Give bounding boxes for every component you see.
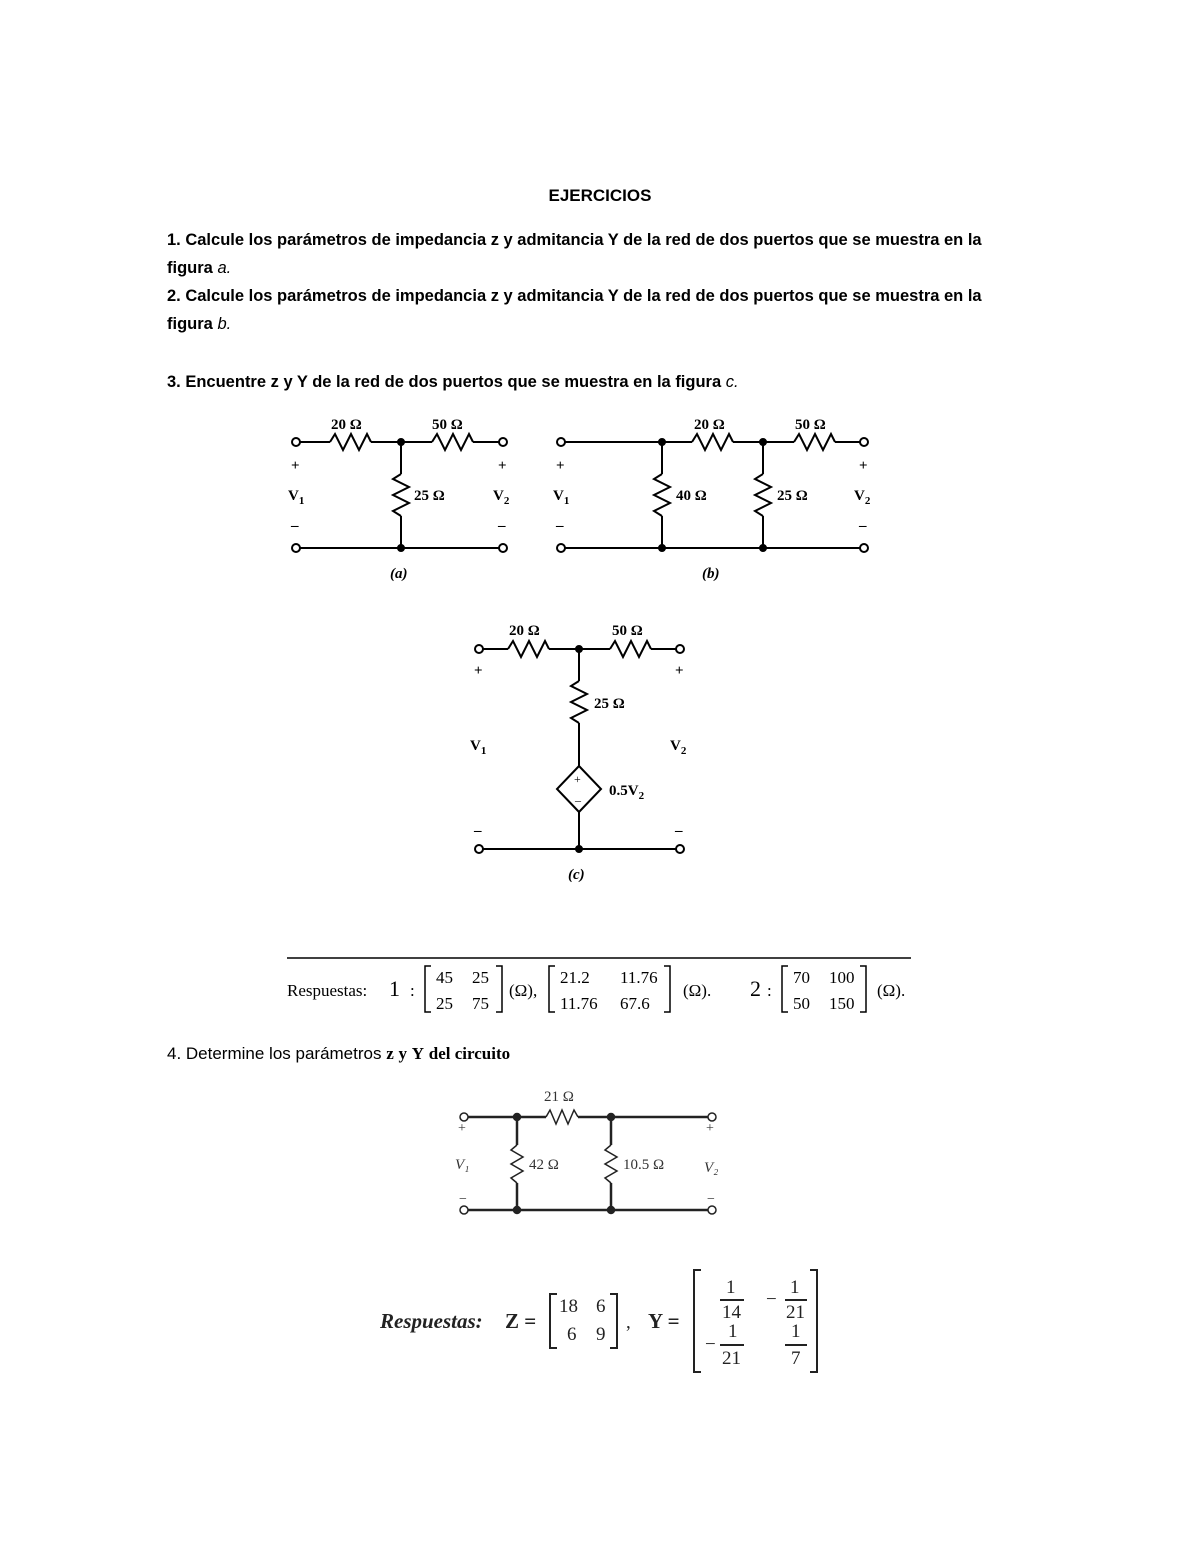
question-4-Y: Y xyxy=(411,1044,425,1063)
question-2-figure: b. xyxy=(217,315,232,333)
fig-d-v2: V₂ xyxy=(704,1160,719,1176)
answers1-colon2: : xyxy=(767,981,772,1000)
question-4-rest: del circuito xyxy=(428,1044,511,1063)
fig-b-r1: 20 Ω xyxy=(694,417,725,433)
m1-unit: (Ω), xyxy=(509,981,538,1000)
fig-c-source-plus: + xyxy=(574,772,581,786)
y-cell: 1 xyxy=(790,1277,800,1298)
matrix-brackets-2 xyxy=(550,1270,817,1372)
fig-c-plus-left: + xyxy=(474,663,483,679)
figure-d-wires xyxy=(460,1110,719,1214)
answers2-label: Respuestas: xyxy=(380,1309,483,1333)
fig-c-caption: (c) xyxy=(568,867,585,883)
fig-d-plus-right: + xyxy=(706,1121,714,1136)
fig-c-source: $0.5V_2$ xyxy=(609,783,645,802)
m1-cell: 25 xyxy=(436,994,453,1013)
m3-cell: 100 xyxy=(829,968,855,987)
answers1-n1: 1 xyxy=(389,976,400,1001)
fig-c-v2: $V_2$ xyxy=(670,738,687,757)
fig-b-caption: (b) xyxy=(702,566,720,582)
answers2-z-label: Z = xyxy=(505,1309,537,1333)
y-cell: − xyxy=(766,1289,777,1310)
fig-c-r1: 20 Ω xyxy=(509,623,540,639)
fig-c-minus-right: – xyxy=(675,823,683,839)
m3-cell: 70 xyxy=(793,968,810,987)
question-4 xyxy=(167,1044,510,1064)
fig-b-r3: 40 Ω xyxy=(676,488,707,504)
fig-c-r3: 25 Ω xyxy=(594,696,625,712)
question-3-figure: c. xyxy=(725,373,739,391)
fig-b-minus-left: – xyxy=(556,518,564,534)
m2-unit: (Ω). xyxy=(683,981,712,1000)
y-cell: 14 xyxy=(722,1302,741,1323)
question-4-y: y xyxy=(398,1044,407,1063)
fig-a-plus-right: + xyxy=(498,458,507,474)
fig-a-r3: 25 Ω xyxy=(414,488,445,504)
question-2-text2: figura xyxy=(167,315,213,333)
m2-cell: 11.76 xyxy=(560,994,598,1013)
fig-b-r2: 50 Ω xyxy=(795,417,826,433)
fig-b-minus-right: – xyxy=(859,518,867,534)
fig-a-v1: $V_1$ xyxy=(288,488,305,507)
fig-c-minus-left: – xyxy=(474,823,482,839)
answers2-y-label: Y = xyxy=(648,1309,680,1333)
m3-cell: 150 xyxy=(829,994,855,1013)
fig-a-v2: $V_2$ xyxy=(493,488,510,507)
z-cell: 18 xyxy=(559,1296,578,1317)
question-1-text2: figura xyxy=(167,259,213,277)
y-cell: − xyxy=(705,1334,716,1355)
fig-a-minus-left: – xyxy=(291,518,299,534)
y-cell: 1 xyxy=(728,1321,738,1342)
page-title: EJERCICIOS xyxy=(548,186,652,205)
question-4-text: 4. Determine los parámetros xyxy=(167,1044,382,1063)
y-cell: 7 xyxy=(791,1348,801,1369)
question-2-text: 2. Calcule los parámetros de impedancia z y admitancia Y de la red de dos puertos que se muestra en la xyxy=(167,287,982,305)
m2-cell: 21.2 xyxy=(560,968,590,987)
z-cell: 9 xyxy=(596,1324,606,1345)
y-cell: 21 xyxy=(786,1302,805,1323)
figure-b-wires xyxy=(557,434,868,552)
answers1-colon1: : xyxy=(410,981,415,1000)
y-cell: 1 xyxy=(791,1321,801,1342)
answers1-label: Respuestas: xyxy=(287,981,368,1000)
fig-a-caption: (a) xyxy=(390,566,408,582)
fig-d-r2: 42 Ω xyxy=(529,1157,559,1173)
fig-b-plus-right: + xyxy=(859,458,868,474)
z-cell: 6 xyxy=(567,1324,577,1345)
figure-c-wires xyxy=(475,641,684,853)
fig-a-r1: 20 Ω xyxy=(331,417,362,433)
fig-b-r4: 25 Ω xyxy=(777,488,808,504)
fig-c-source-minus: – xyxy=(575,793,581,807)
question-1-figure: a. xyxy=(217,259,232,277)
fig-a-r2: 50 Ω xyxy=(432,417,463,433)
fig-d-minus-left: − xyxy=(459,1192,467,1207)
fig-b-v1: $V_1$ xyxy=(553,488,570,507)
fig-d-r1: 21 Ω xyxy=(544,1089,574,1105)
fig-c-v1: $V_1$ xyxy=(470,738,487,757)
m3-cell: 50 xyxy=(793,994,810,1013)
fig-d-minus-right: − xyxy=(707,1192,715,1207)
fig-a-plus-left: + xyxy=(291,458,300,474)
question-3-text: 3. Encuentre z y Y de la red de dos puertos que se muestra en la figura xyxy=(167,373,722,391)
fig-b-v2: $V_2$ xyxy=(854,488,871,507)
m3-unit: (Ω). xyxy=(877,981,906,1000)
z-comma: , xyxy=(626,1312,631,1333)
fig-d-v1: V₁ xyxy=(455,1157,470,1173)
m2-cell: 11.76 xyxy=(620,968,658,987)
m1-cell: 75 xyxy=(472,994,489,1013)
answers1-n2: 2 xyxy=(750,976,761,1001)
m2-cell: 67.6 xyxy=(620,994,650,1013)
m1-cell: 45 xyxy=(436,968,453,987)
y-cell: 21 xyxy=(722,1348,741,1369)
y-cell: 1 xyxy=(726,1277,736,1298)
fig-b-plus-left: + xyxy=(556,458,565,474)
fig-c-plus-right: + xyxy=(675,663,684,679)
figure-a-wires xyxy=(292,434,507,552)
fig-d-r3: 10.5 Ω xyxy=(623,1157,665,1173)
z-cell: 6 xyxy=(596,1296,606,1317)
m1-cell: 25 xyxy=(472,968,489,987)
fig-d-plus-left: + xyxy=(458,1121,466,1136)
question-1-text: 1. Calcule los parámetros de impedancia z y admitancia Y de la red de dos puertos que se muestra en la xyxy=(167,231,982,249)
question-4-z: z xyxy=(386,1044,394,1063)
fig-a-minus-right: – xyxy=(498,518,506,534)
fig-c-r2: 50 Ω xyxy=(612,623,643,639)
